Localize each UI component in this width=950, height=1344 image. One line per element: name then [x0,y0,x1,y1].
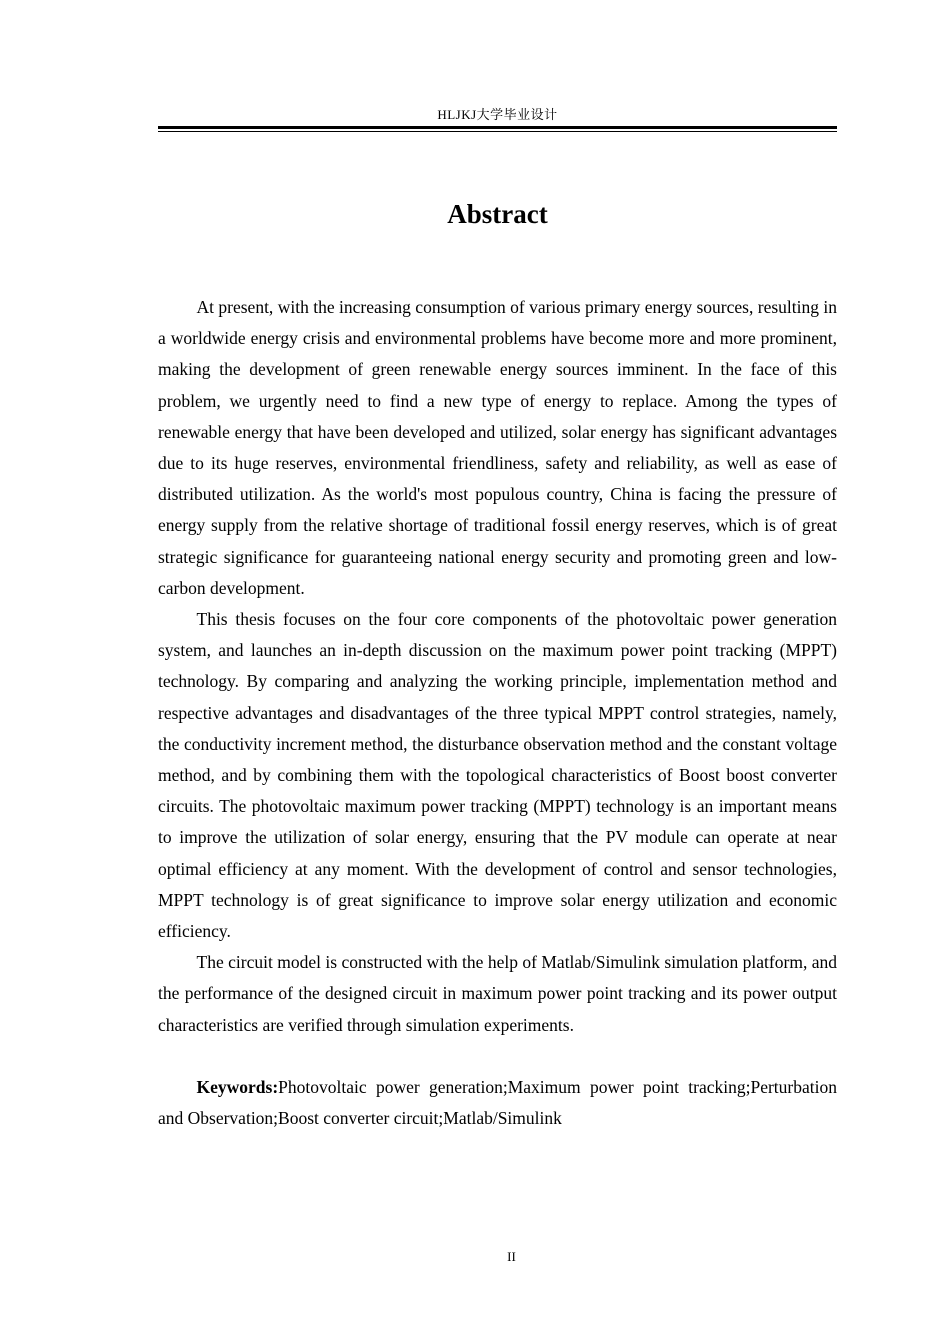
abstract-title: Abstract [447,199,548,229]
header-rule-thick [158,126,837,129]
keywords-label: Keywords: [196,1077,279,1098]
keywords-text: Photovoltaic power generation;Maximum power point tracking;Perturbation and Observation;Boost converter circuit;Matlab/Simulink [158,1077,837,1129]
running-header: HLJKJ大学毕业设计 [437,107,558,122]
abstract-paragraph-3: The circuit model is constructed with the help of Matlab/Simulink simulation platform, and the performance of the designed circuit in maximum power point tracking and its power output characteristics are verified through simulation experiments. [158,952,837,1035]
abstract-body [158,292,837,1134]
abstract-paragraph-1: At present, with the increasing consumption of various primary energy sources, resulting in a worldwide energy crisis and environmental problems have become more and more prominent, making the development of green renewable energy sources imminent. In the face of this problem, we urgently need to find a new type of energy to replace. Among the types of renewable energy that have been developed and utilized, solar energy has significant advantages due to its huge reserves, environmental friendliness, safety and reliability, as well as ease of distributed utilization. As the world's most populous country, China is facing the pressure of energy supply from the relative shortage of traditional fossil energy reserves, which is of great strategic significance for guaranteeing national energy security and promoting green and low-carbon development. [158,297,837,598]
abstract-paragraph-2: This thesis focuses on the four core components of the photovoltaic power generation system, and launches an in-depth discussion on the maximum power point tracking (MPPT) technology. By comparing and analyzing the working principle, implementation method and respective advantages and disadvantages of the three typical MPPT control strategies, namely, the conductivity increment method, the disturbance observation method and the constant voltage method, and by combining them with the topological characteristics of Boost boost converter circuits. The photovoltaic maximum power tracking (MPPT) technology is an important means to improve the utilization of solar energy, ensuring that the PV module can operate at near optimal efficiency at any moment. With the development of control and sensor technologies, MPPT technology is of great significance to improve solar energy utilization and economic efficiency. [158,609,837,942]
keywords-line [158,1072,837,1134]
page-number: II [507,1249,516,1264]
header-rule-thin [158,131,837,132]
